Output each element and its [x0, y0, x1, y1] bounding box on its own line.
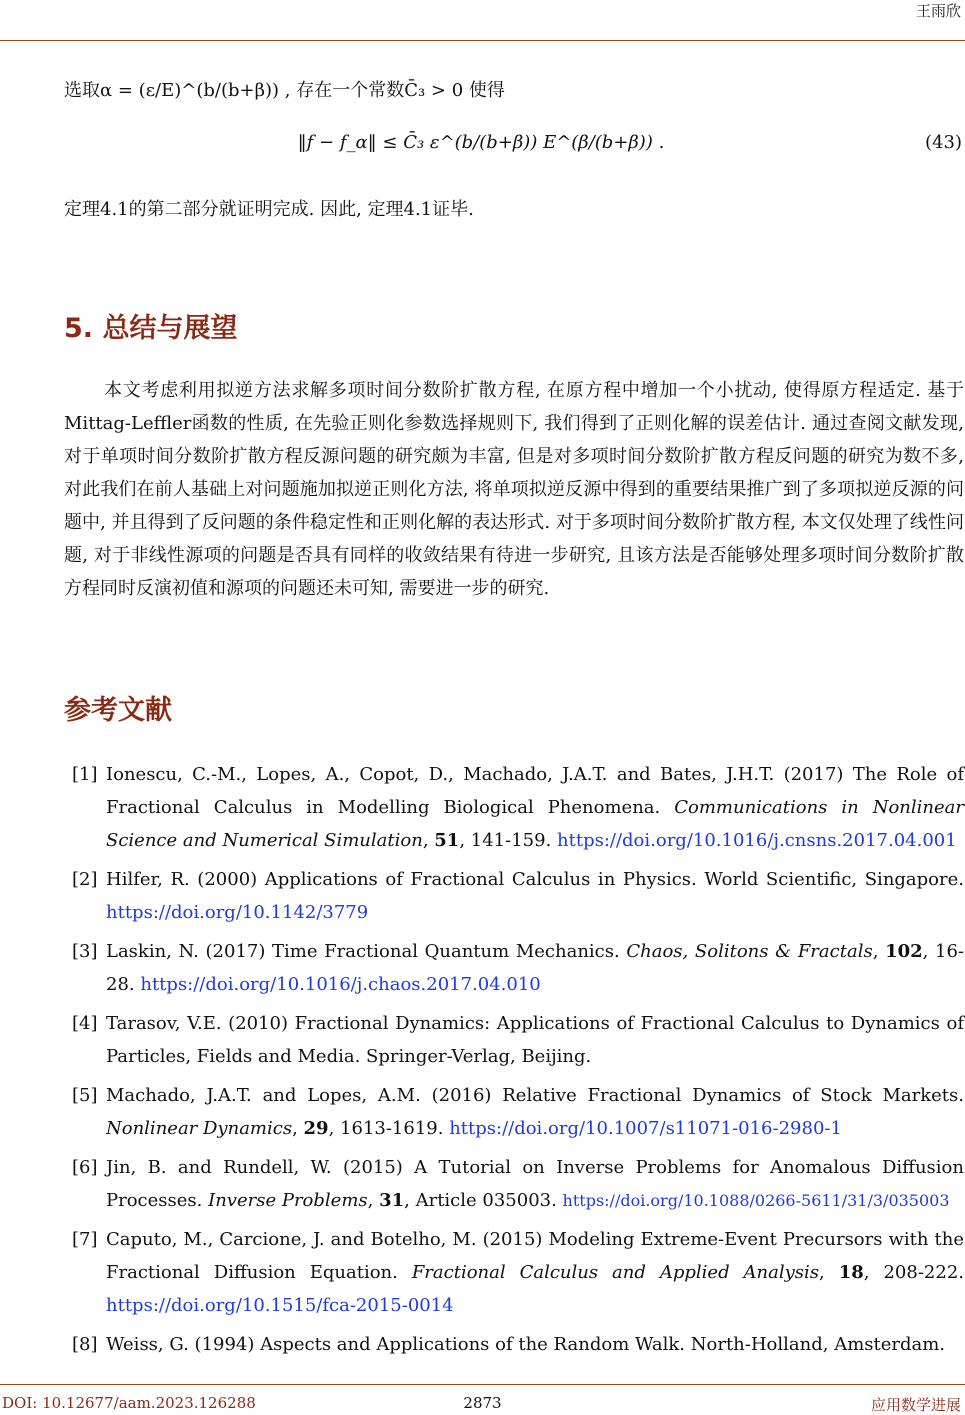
reference-text: Tarasov, V.E. (2010) Fractional Dynamics: Applications of Fractional Calculus to Dynamics of Particles, Fields and Media. Springer-Verlag, Beijing. — [106, 1013, 964, 1067]
reference-text: Hilfer, R. (2000) Applications of Fractional Calculus in Physics. World Scientific, Singapore. — [106, 869, 964, 890]
reference-journal: Chaos, Solitons & Fractals — [626, 941, 873, 962]
reference-doi-link[interactable]: https://doi.org/10.1088/0266-5611/31/3/035003 — [562, 1191, 950, 1210]
reference-sep: , — [422, 830, 435, 851]
reference-sep: , — [367, 1190, 380, 1211]
reference-item — [64, 1223, 964, 1322]
reference-number: [7] — [72, 1229, 98, 1250]
running-header-author: 王雨欣 — [915, 2, 961, 20]
page-number: 2873 — [463, 1394, 502, 1412]
reference-text: Ionescu, C.-M., Lopes, A., Copot, D., Machado, J.A.T. and Bates, J.H.T. (2017) The Role of Fractional Calculus in Modelling Biological Phenomena. — [106, 764, 964, 818]
reference-number: [4] — [72, 1013, 98, 1034]
reference-volume: 102 — [885, 941, 923, 962]
reference-journal: Nonlinear Dynamics — [106, 1118, 293, 1139]
reference-volume: 29 — [303, 1118, 329, 1139]
intro-line: 选取α = (ε/E)^(b/(b+β)) , 存在一个常数C̄₃ > 0 使得 — [64, 80, 505, 101]
reference-doi-link[interactable]: https://doi.org/10.1016/j.cnsns.2017.04.001 — [557, 830, 957, 851]
reference-journal: Inverse Problems — [208, 1190, 368, 1211]
summary-paragraph: 本文考虑利用拟逆方法求解多项时间分数阶扩散方程, 在原方程中增加一个小扰动, 使得原方程适定. 基于Mittag-Leffler函数的性质, 在先验正则化参数选择规则下, 我们得到了正则化解的误差估计. 通过查阅文献发现, 对于单项时间分数阶扩散方程反源问题的研究颇为丰富, 但是对多项时间分数阶扩散方程反问题的研究为数不多, 对此我们在前人基础上对问题施加拟逆正则化方法, 将单项拟逆反源中得到的重要结果推广到了多项拟逆反源的问题中, 并且得到了反问题的条件稳定性和正则化解的表达形式. 对于多项时间分数阶扩散方程, 本文仅处理了线性问题, 对于非线性源项的问题是否具有同样的收敛结果有待进一步研究, 且该方法是否能够处理多项时间分数阶扩散方程同时反演初值和源项的问题还未可知, 需要进一步的研究. — [64, 380, 964, 599]
reference-volume: 31 — [379, 1190, 405, 1211]
reference-item — [64, 1151, 964, 1217]
reference-doi-link[interactable]: https://doi.org/10.1016/j.chaos.2017.04.010 — [140, 974, 541, 995]
reference-pages: , 16-28. — [106, 941, 964, 995]
reference-pages: , Article 035003. — [404, 1190, 563, 1211]
reference-text: Caputo, M., Carcione, J. and Botelho, M. (2015) Modeling Extreme-Event Precursors with the Fractional Diffusion Equation. — [106, 1229, 964, 1283]
footer-rule — [0, 1384, 965, 1385]
reference-doi-link[interactable]: https://doi.org/10.1007/s11071-016-2980-1 — [449, 1118, 842, 1139]
equation-expression: ‖f − f_α‖ ≤ C̄₃ ε^(b/(b+β)) E^(β/(b+β)) . — [297, 132, 665, 153]
reference-volume: 51 — [434, 830, 460, 851]
reference-sep: , — [819, 1262, 839, 1283]
reference-list — [64, 758, 964, 1367]
reference-number: [6] — [72, 1157, 98, 1178]
reference-item — [64, 935, 964, 1001]
reference-text: Jin, B. and Rundell, W. (2015) A Tutorial on Inverse Problems for Anomalous Diffusion Processes. — [106, 1157, 964, 1211]
reference-sep: , — [292, 1118, 304, 1139]
reference-sep: , — [872, 941, 886, 962]
reference-item — [64, 1079, 964, 1145]
reference-number: [2] — [72, 869, 98, 890]
reference-pages: , 208-222. — [863, 1262, 964, 1283]
reference-pages: , 141-159. — [459, 830, 558, 851]
equation-number: (43) — [925, 132, 962, 153]
reference-text: Weiss, G. (1994) Aspects and Applications of the Random Walk. North-Holland, Amsterdam. — [106, 1334, 946, 1355]
reference-number: [3] — [72, 941, 98, 962]
header-rule — [0, 40, 965, 41]
reference-doi-link[interactable]: https://doi.org/10.1142/3779 — [106, 902, 369, 923]
footer-doi[interactable]: DOI: 10.12677/aam.2023.126288 — [2, 1394, 256, 1412]
reference-item — [64, 758, 964, 857]
section-heading-summary: 5. 总结与展望 — [64, 313, 238, 344]
references-heading: 参考文献 — [64, 695, 172, 726]
reference-doi-link[interactable]: https://doi.org/10.1515/fca-2015-0014 — [106, 1295, 454, 1316]
reference-item — [64, 1328, 964, 1361]
reference-number: [1] — [72, 764, 98, 785]
reference-text: Laskin, N. (2017) Time Fractional Quantum Mechanics. — [106, 941, 627, 962]
reference-text: Machado, J.A.T. and Lopes, A.M. (2016) Relative Fractional Dynamics of Stock Markets. — [106, 1085, 964, 1106]
equation-43 — [0, 132, 962, 153]
reference-volume: 18 — [838, 1262, 864, 1283]
reference-pages: , 1613-1619. — [328, 1118, 450, 1139]
reference-number: [5] — [72, 1085, 98, 1106]
reference-journal: Communications in Nonlinear Science and Numerical Simulation — [106, 797, 964, 851]
reference-item — [64, 863, 964, 929]
theorem-conclusion: 定理4.1的第二部分就证明完成. 因此, 定理4.1证毕. — [64, 199, 474, 220]
reference-journal: Fractional Calculus and Applied Analysis — [411, 1262, 820, 1283]
footer-journal-name: 应用数学进展 — [870, 1396, 961, 1414]
reference-number: [8] — [72, 1334, 98, 1355]
reference-item — [64, 1007, 964, 1073]
